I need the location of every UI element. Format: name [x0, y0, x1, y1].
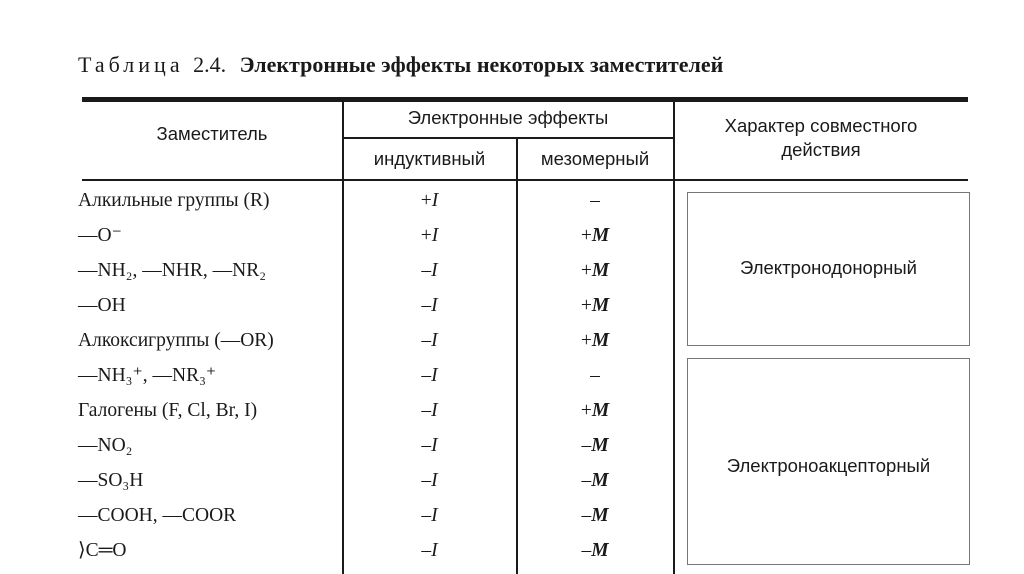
mesomeric-cell — [517, 183, 673, 218]
inductive-sign: + — [420, 190, 432, 211]
substituent-cell: ⟩C═O — [78, 540, 127, 561]
inductive-sign: – — [421, 365, 432, 386]
inductive-cell — [343, 218, 516, 253]
mesomeric-cell — [517, 498, 673, 533]
mesomeric-sign: + — [580, 225, 592, 246]
mesomeric-sign: + — [580, 330, 592, 351]
header-substituent: Заместитель — [156, 123, 268, 144]
table-caption — [78, 52, 723, 78]
substituent-cell: —NO₂ — [78, 435, 133, 456]
caption-label: Таблица — [78, 52, 184, 77]
inductive-letter: I — [431, 470, 438, 491]
top-rule — [82, 97, 968, 102]
inductive-sign: – — [421, 540, 432, 561]
mesomeric-sign: – — [581, 435, 592, 456]
header-character-line2: действия — [781, 139, 861, 160]
inductive-sign: + — [420, 225, 432, 246]
mesomeric-letter: M — [591, 540, 609, 561]
mesomeric-sign: – — [581, 540, 592, 561]
header-inductive: индуктивный — [373, 148, 486, 169]
mesomeric-sign: – — [581, 505, 592, 526]
mesomeric-letter: M — [591, 400, 610, 421]
substituent-cell: —O⁻ — [78, 225, 122, 246]
caption-number: 2.4. — [193, 52, 227, 77]
header-character — [674, 114, 968, 162]
substituent-cell: Алкильные группы (R) — [78, 190, 270, 211]
mesomeric-letter: M — [591, 295, 610, 316]
inductive-letter: I — [431, 190, 439, 211]
mesomeric-letter: M — [591, 470, 609, 491]
substituent-cell: Галогены (F, Cl, Br, I) — [78, 400, 258, 421]
inductive-letter: I — [431, 400, 438, 421]
mesomeric-cell — [517, 533, 673, 568]
mesomeric-sign: – — [581, 470, 592, 491]
inductive-cell — [343, 428, 516, 463]
mesomeric-letter: M — [591, 260, 610, 281]
inductive-cell — [343, 463, 516, 498]
inductive-cell — [343, 323, 516, 358]
inductive-sign: – — [421, 295, 432, 316]
mesomeric-sign: + — [580, 400, 592, 421]
inductive-cell — [343, 253, 516, 288]
mesomeric-letter: M — [591, 330, 610, 351]
caption-title: Электронные эффекты некоторых заместителей — [239, 52, 724, 77]
mesomeric-cell — [517, 428, 673, 463]
header-sub-rule — [343, 137, 673, 139]
mesomeric-sign: – — [590, 190, 600, 211]
substituent-cell: —NH₂, —NHR, —NR₂ — [78, 260, 267, 281]
acceptor-group-label: Электроноакцепторный — [726, 455, 931, 476]
inductive-letter: I — [431, 365, 438, 386]
mesomeric-sign: + — [580, 260, 592, 281]
inductive-letter: I — [431, 330, 438, 351]
mesomeric-cell — [517, 323, 673, 358]
inductive-sign: – — [421, 400, 432, 421]
inductive-letter: I — [431, 435, 438, 456]
mesomeric-cell — [517, 253, 673, 288]
mesomeric-sign: – — [590, 365, 600, 386]
inductive-letter: I — [431, 225, 439, 246]
inductive-cell — [343, 498, 516, 533]
substituent-cell: —OH — [78, 295, 126, 316]
mesomeric-cell — [517, 463, 673, 498]
donor-group-box — [687, 192, 970, 346]
acceptor-group-box — [687, 358, 970, 565]
substituent-cell: Алкоксигруппы (—OR) — [78, 330, 274, 351]
inductive-sign: – — [421, 435, 432, 456]
mesomeric-letter: M — [591, 435, 609, 456]
inductive-cell — [343, 183, 516, 218]
inductive-letter: I — [431, 260, 438, 281]
mesomeric-sign: + — [580, 295, 592, 316]
inductive-cell — [343, 533, 516, 568]
header-bottom-rule — [82, 179, 968, 181]
mesomeric-cell — [517, 218, 673, 253]
inductive-cell — [343, 288, 516, 323]
donor-group-label: Электронодонорный — [740, 257, 917, 278]
mesomeric-cell — [517, 358, 673, 393]
inductive-sign: – — [421, 505, 432, 526]
inductive-letter: I — [431, 540, 438, 561]
header-character-line1: Характер совместного — [724, 115, 918, 136]
inductive-letter: I — [431, 505, 438, 526]
inductive-sign: – — [421, 260, 432, 281]
inductive-letter: I — [431, 295, 438, 316]
inductive-cell — [343, 393, 516, 428]
inductive-sign: – — [421, 470, 432, 491]
header-effects: Электронные эффекты — [407, 107, 609, 128]
inductive-cell — [343, 358, 516, 393]
header-mesomeric: мезомерный — [540, 148, 650, 169]
mesomeric-cell — [517, 393, 673, 428]
substituent-cell: —SO₃H — [78, 470, 144, 491]
substituent-cell: —NH₃⁺, —NR₃⁺ — [78, 365, 217, 386]
mesomeric-cell — [517, 288, 673, 323]
mesomeric-letter: M — [591, 505, 609, 526]
mesomeric-letter: M — [591, 225, 610, 246]
substituent-cell: —COOH, —COOR — [78, 505, 237, 526]
inductive-sign: – — [421, 330, 432, 351]
